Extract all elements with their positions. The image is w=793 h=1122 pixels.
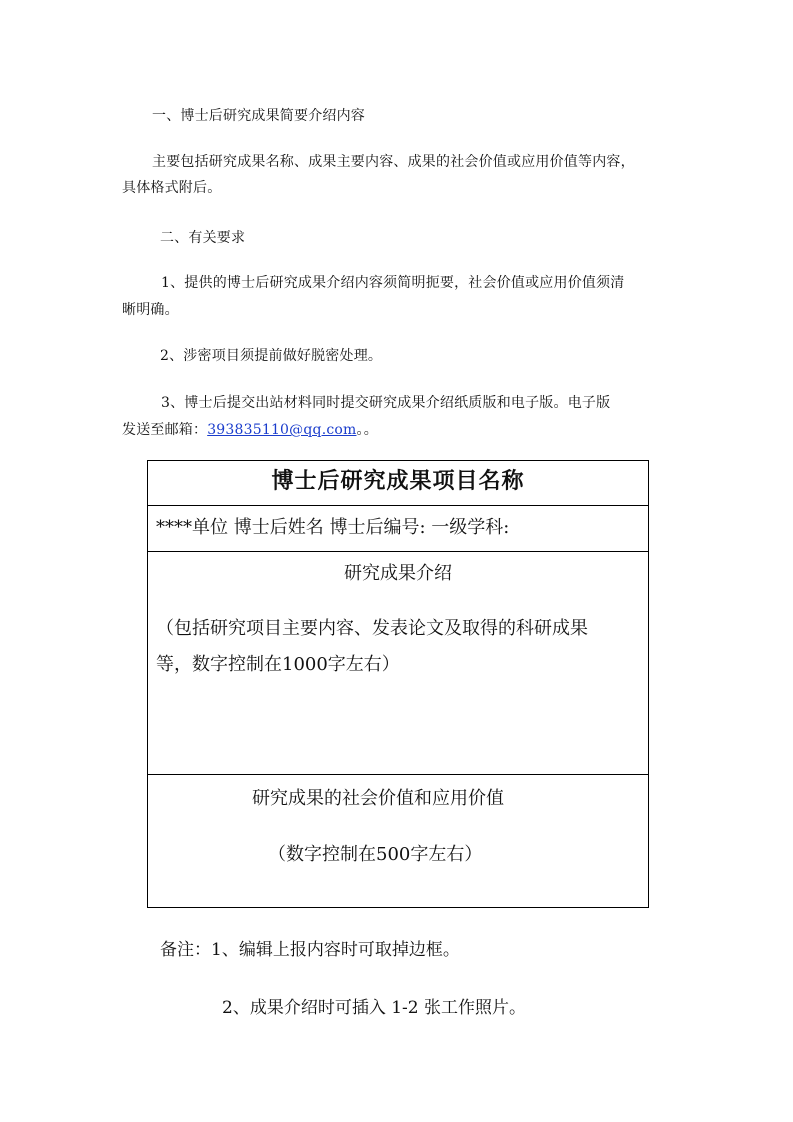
requirement-2: 2、涉密项目须提前做好脱密处理。: [160, 348, 383, 364]
requirement-1-line2: 晰明确。: [122, 302, 179, 318]
achievement-form-table: [147, 460, 649, 908]
section1-heading: 一、博士后研究成果简要介绍内容: [152, 108, 365, 124]
note-2: 2、成果介绍时可插入 1-2 张工作照片。: [222, 998, 526, 1018]
requirement-3-line1: 3、博士后提交出站材料同时提交研究成果介绍纸质版和电子版。电子版: [161, 395, 611, 411]
form-value-row: [148, 775, 648, 907]
requirement-1-line1: 1、提供的博士后研究成果介绍内容须简明扼要，社会价值或应用价值须清: [161, 275, 625, 291]
form-title: 博士后研究成果项目名称: [271, 469, 525, 494]
form-info-fields: ****单位 博士后姓名 博士后编号: 一级学科:: [156, 517, 510, 538]
section1-paragraph-line1: 主要包括研究成果名称、成果主要内容、成果的社会价值或应用价值等内容，: [152, 154, 635, 170]
form-info-row: [148, 506, 648, 552]
value-heading: 研究成果的社会价值和应用价值: [252, 788, 504, 809]
section2-heading: 二、有关要求: [160, 230, 246, 246]
email-prefix: 发送至邮箱：: [122, 422, 208, 438]
form-intro-row: [148, 552, 648, 775]
note-1: 备注：1、编辑上报内容时可取掉边框。: [160, 940, 460, 960]
requirement-3-line2: [122, 420, 378, 440]
intro-heading: 研究成果介绍: [344, 563, 452, 584]
section1-paragraph-line2: 具体格式附后。: [122, 180, 222, 196]
email-link[interactable]: 393835110@qq.com: [207, 422, 357, 438]
value-instruction: （数字控制在500字左右）: [268, 844, 483, 865]
intro-instruction-line2: 等，数字控制在1000字左右）: [156, 654, 400, 675]
form-title-row: [148, 461, 648, 506]
intro-instruction-line1: （包括研究项目主要内容、发表论文及取得的科研成果: [156, 618, 588, 639]
email-suffix: 。。: [356, 422, 378, 438]
